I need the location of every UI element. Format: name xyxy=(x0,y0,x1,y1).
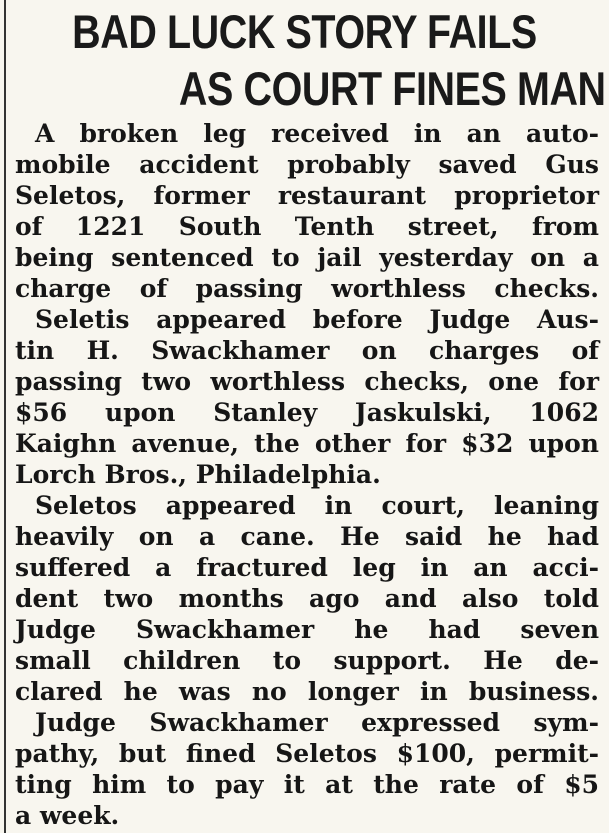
headline-line-1: BAD LUCK STORY FAILS xyxy=(72,5,537,58)
body-line: a week. xyxy=(15,801,120,830)
headline-line-2: AS COURT FINES MAN xyxy=(178,62,606,115)
body-line: heavily on a cane. He said he had xyxy=(15,522,599,551)
body-line: of 1221 South Tenth street, from xyxy=(15,212,599,241)
body-line: small children to support. He de- xyxy=(15,646,599,675)
body-line: being sentenced to jail yesterday on a xyxy=(15,243,599,272)
body-line: dent two months ago and also told xyxy=(15,584,599,613)
body-line: ting him to pay it at the rate of $5 xyxy=(15,770,599,799)
body-line: mobile accident probably saved Gus xyxy=(15,150,599,179)
article-body xyxy=(15,118,599,831)
body-line: Judge Swackhamer he had seven xyxy=(15,615,599,644)
body-line: A broken leg received in an auto- xyxy=(35,119,599,148)
body-line: $56 upon Stanley Jaskulski, 1062 xyxy=(15,398,599,427)
body-line: suffered a fractured leg in an acci- xyxy=(15,553,599,582)
body-line: tin H. Swackhamer on charges of xyxy=(15,336,599,365)
body-line: Kaighn avenue, the other for $32 upon xyxy=(15,429,599,458)
column-rule xyxy=(4,0,6,833)
body-line: Seletos, former restaurant proprietor xyxy=(15,181,599,210)
body-line: Seletos appeared in court, leaning xyxy=(35,491,599,520)
body-line: pathy, but fined Seletos $100, permit- xyxy=(15,739,599,768)
body-line: charge of passing worthless checks. xyxy=(15,274,599,303)
body-line: passing two worthless checks, one for xyxy=(15,367,599,396)
body-line: Seletis appeared before Judge Aus- xyxy=(35,305,599,334)
body-line: Lorch Bros., Philadelphia. xyxy=(15,460,381,489)
body-line: clared he was no longer in business. xyxy=(15,677,599,706)
body-line: Judge Swackhamer expressed sym- xyxy=(35,708,599,737)
